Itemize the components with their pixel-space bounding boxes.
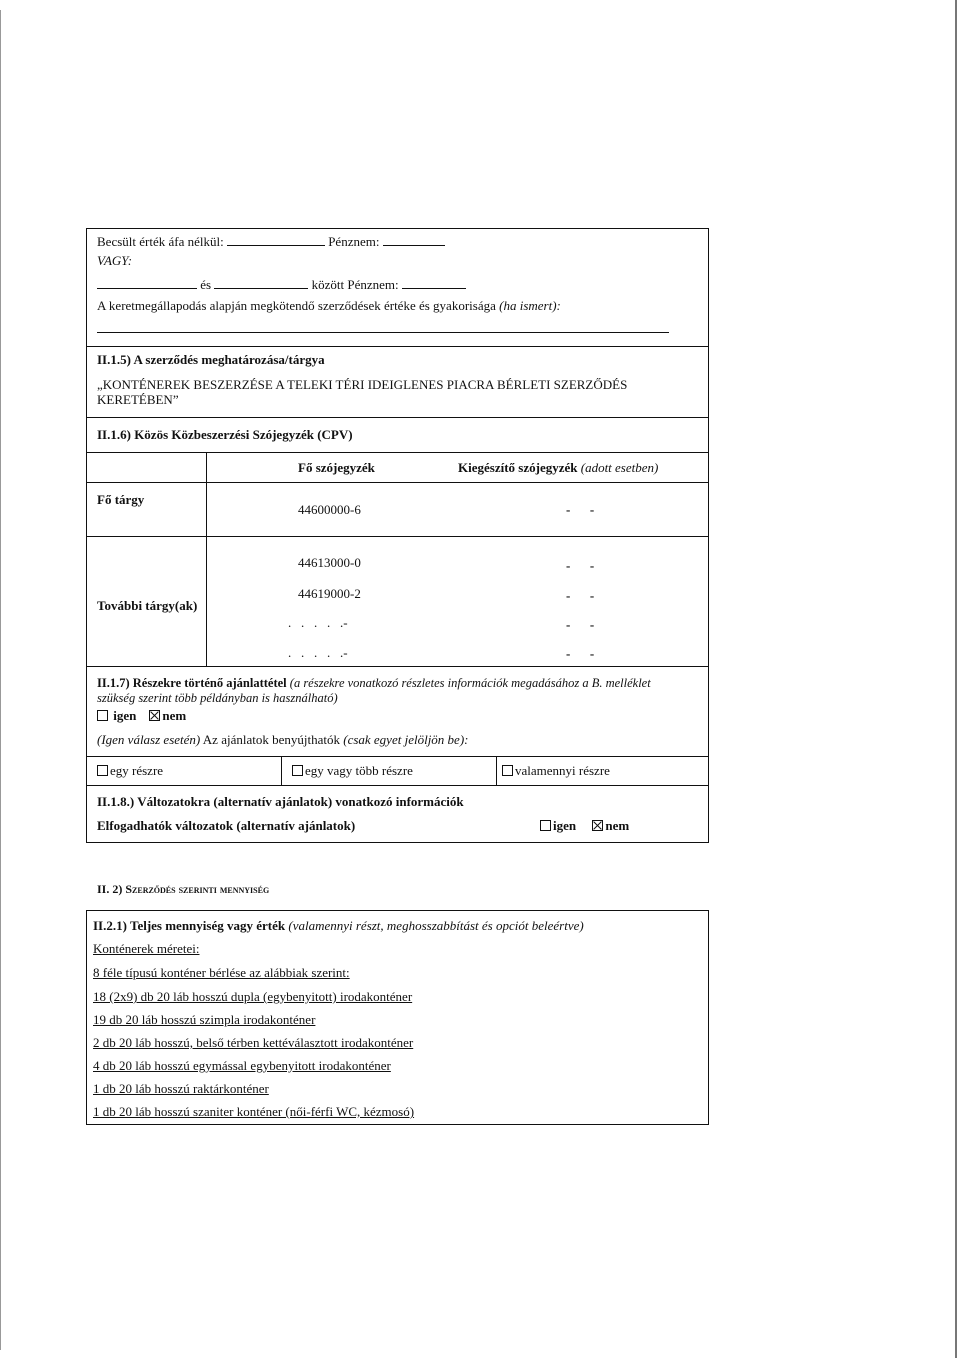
- option-one-or-more[interactable]: [292, 763, 413, 779]
- cpv-more-supp-1: - -: [566, 558, 595, 573]
- framework-field-line[interactable]: [97, 332, 669, 333]
- between-currency-label: között Pénznem:: [311, 277, 399, 292]
- section-121-heading-row: [93, 918, 584, 934]
- cpv-main-supp: - -: [566, 502, 595, 517]
- section-12-heading: [97, 882, 269, 897]
- section-117-heading-row: [97, 676, 651, 691]
- framework-note: (ha ismert):: [499, 298, 561, 313]
- quantity-line-3: 18 (2x9) db 20 láb hosszú dupla (egybenyitott) irodakonténer: [93, 989, 413, 1004]
- lots-no-label: nem: [162, 708, 187, 723]
- cpv-more-code-3: . . . . .-: [288, 615, 348, 630]
- option-all-lots-label: valamennyi részre: [515, 763, 610, 778]
- variants-yes-no: [540, 818, 629, 834]
- cpv-col-supp-note: (adott esetben): [580, 460, 659, 475]
- quantity-line-8: 1 db 20 láb hosszú szaniter konténer (női-férfi WC, kézmosó): [93, 1104, 415, 1119]
- divider-116: [86, 417, 709, 418]
- cpv-more-code-2: 44619000-2: [298, 586, 361, 601]
- lots-yes-label: igen: [113, 708, 137, 723]
- options-row-bottom: [86, 785, 709, 786]
- scan-edge-left: [0, 10, 1, 1350]
- or-label: VAGY:: [97, 253, 133, 268]
- cpv-col-main: Fő szójegyzék: [298, 460, 375, 475]
- range-row: [97, 276, 466, 293]
- cpv-more-code-4: . . . . .-: [288, 645, 348, 660]
- contract-subject-line2: KERETÉBEN”: [97, 392, 179, 407]
- range-from-field[interactable]: [97, 276, 197, 289]
- lots-no-checkbox-checked[interactable]: [149, 710, 160, 721]
- options-div-1: [281, 756, 282, 785]
- cpv-more-code-1: 44613000-0: [298, 555, 361, 570]
- section-115-heading: II.1.5) A szerződés meghatározása/tárgya: [97, 352, 325, 367]
- cpv-row-main-label: Fő tárgy: [97, 492, 145, 507]
- lots-yes-no-row: [97, 708, 186, 724]
- option-one-or-more-label: egy vagy több részre: [305, 763, 413, 778]
- options-row-top: [86, 756, 709, 757]
- currency-label: Pénznem:: [328, 234, 380, 249]
- variants-yes-checkbox[interactable]: [540, 820, 551, 831]
- option-one-lot-label: egy részre: [110, 763, 164, 778]
- quantity-line-1: Konténerek méretei:: [93, 941, 200, 956]
- options-div-2: [496, 756, 497, 785]
- bids-row: [97, 732, 468, 748]
- section-116-heading: II.1.6) Közös Közbeszerzési Szójegyzék (CPV): [97, 427, 353, 442]
- cpv-col-divider: [206, 452, 207, 666]
- and-label: és: [200, 277, 212, 292]
- scan-edge-right: [955, 0, 957, 1358]
- variants-no-checkbox-checked[interactable]: [592, 820, 603, 831]
- cpv-header-bottom: [86, 482, 709, 483]
- bids-text: Az ajánlatok benyújthatók: [202, 732, 340, 747]
- lots-yes-checkbox[interactable]: [97, 710, 108, 721]
- range-currency-field[interactable]: [402, 276, 466, 289]
- option-one-or-more-checkbox[interactable]: [292, 765, 303, 776]
- variants-question: Elfogadhatók változatok (alternatív ajánlatok): [97, 818, 356, 833]
- section-118-heading: II.1.8.) Változatokra (alternatív ajánlatok) vonatkozó információk: [97, 794, 464, 809]
- section-12-prefix: II. 2): [97, 882, 123, 896]
- cpv-col-supp: [458, 460, 658, 476]
- estimated-value-row: [97, 233, 445, 250]
- bids-note2: (csak egyet jelöljön be):: [343, 732, 469, 747]
- cpv-main-row-bottom: [86, 536, 709, 537]
- cpv-main-code: 44600000-6: [298, 502, 361, 517]
- cpv-more-supp-2: - -: [566, 588, 595, 603]
- option-all-lots[interactable]: [502, 763, 610, 779]
- option-one-lot[interactable]: [97, 763, 163, 779]
- framework-row: [97, 298, 561, 314]
- estimated-value-field[interactable]: [227, 233, 325, 246]
- quantity-line-2: 8 féle típusú konténer bérlése az alábbiak szerint:: [93, 965, 350, 980]
- section-117-note: (a részekre vonatkozó részletes információk megadásához a B. melléklet: [289, 676, 651, 690]
- cpv-col-supp-label: Kiegészítő szójegyzék: [458, 460, 578, 475]
- contract-subject-line1: „KONTÉNEREK BESZERZÉSE A TELEKI TÉRI IDEIGLENES PIACRA BÉRLETI SZERZŐDÉS: [97, 377, 628, 392]
- section-121-heading: II.2.1) Teljes mennyiség vagy érték: [93, 918, 286, 933]
- currency-field[interactable]: [383, 233, 445, 246]
- cpv-row-more-label: További tárgy(ak): [97, 598, 198, 613]
- cpv-more-supp-4: - -: [566, 646, 595, 661]
- quantity-line-5: 2 db 20 láb hosszú, belső térben kettéválasztott irodakonténer: [93, 1035, 414, 1050]
- cpv-table-bottom: [86, 666, 709, 667]
- bids-note: (Igen válasz esetén): [97, 732, 201, 747]
- quantity-line-6: 4 db 20 láb hosszú egymással egybenyitott irodakonténer: [93, 1058, 391, 1073]
- option-one-lot-checkbox[interactable]: [97, 765, 108, 776]
- section-117-heading: II.1.7) Részekre történő ajánlattétel: [97, 676, 287, 690]
- framework-label: A keretmegállapodás alapján megkötendő szerződések értéke és gyakorisága: [97, 298, 496, 313]
- section-121-note: (valamennyi részt, meghosszabbítást és opciót beleértve): [288, 918, 584, 933]
- variants-yes-label: igen: [553, 818, 577, 833]
- divider-115: [86, 346, 709, 347]
- cpv-table-top: [86, 452, 709, 453]
- quantity-line-7: 1 db 20 láb hosszú raktárkonténer: [93, 1081, 269, 1096]
- variants-no-label: nem: [605, 818, 630, 833]
- range-to-field[interactable]: [214, 276, 308, 289]
- quantity-line-4: 19 db 20 láb hosszú szimpla irodakonténer: [93, 1012, 316, 1027]
- section-117-note2: szükség szerint több példányban is használható): [97, 691, 338, 705]
- cpv-more-supp-3: - -: [566, 617, 595, 632]
- estimated-value-label: Becsült érték áfa nélkül:: [97, 234, 224, 249]
- option-all-lots-checkbox[interactable]: [502, 765, 513, 776]
- section-12-title: Szerződés szerinti mennyiség: [125, 882, 270, 896]
